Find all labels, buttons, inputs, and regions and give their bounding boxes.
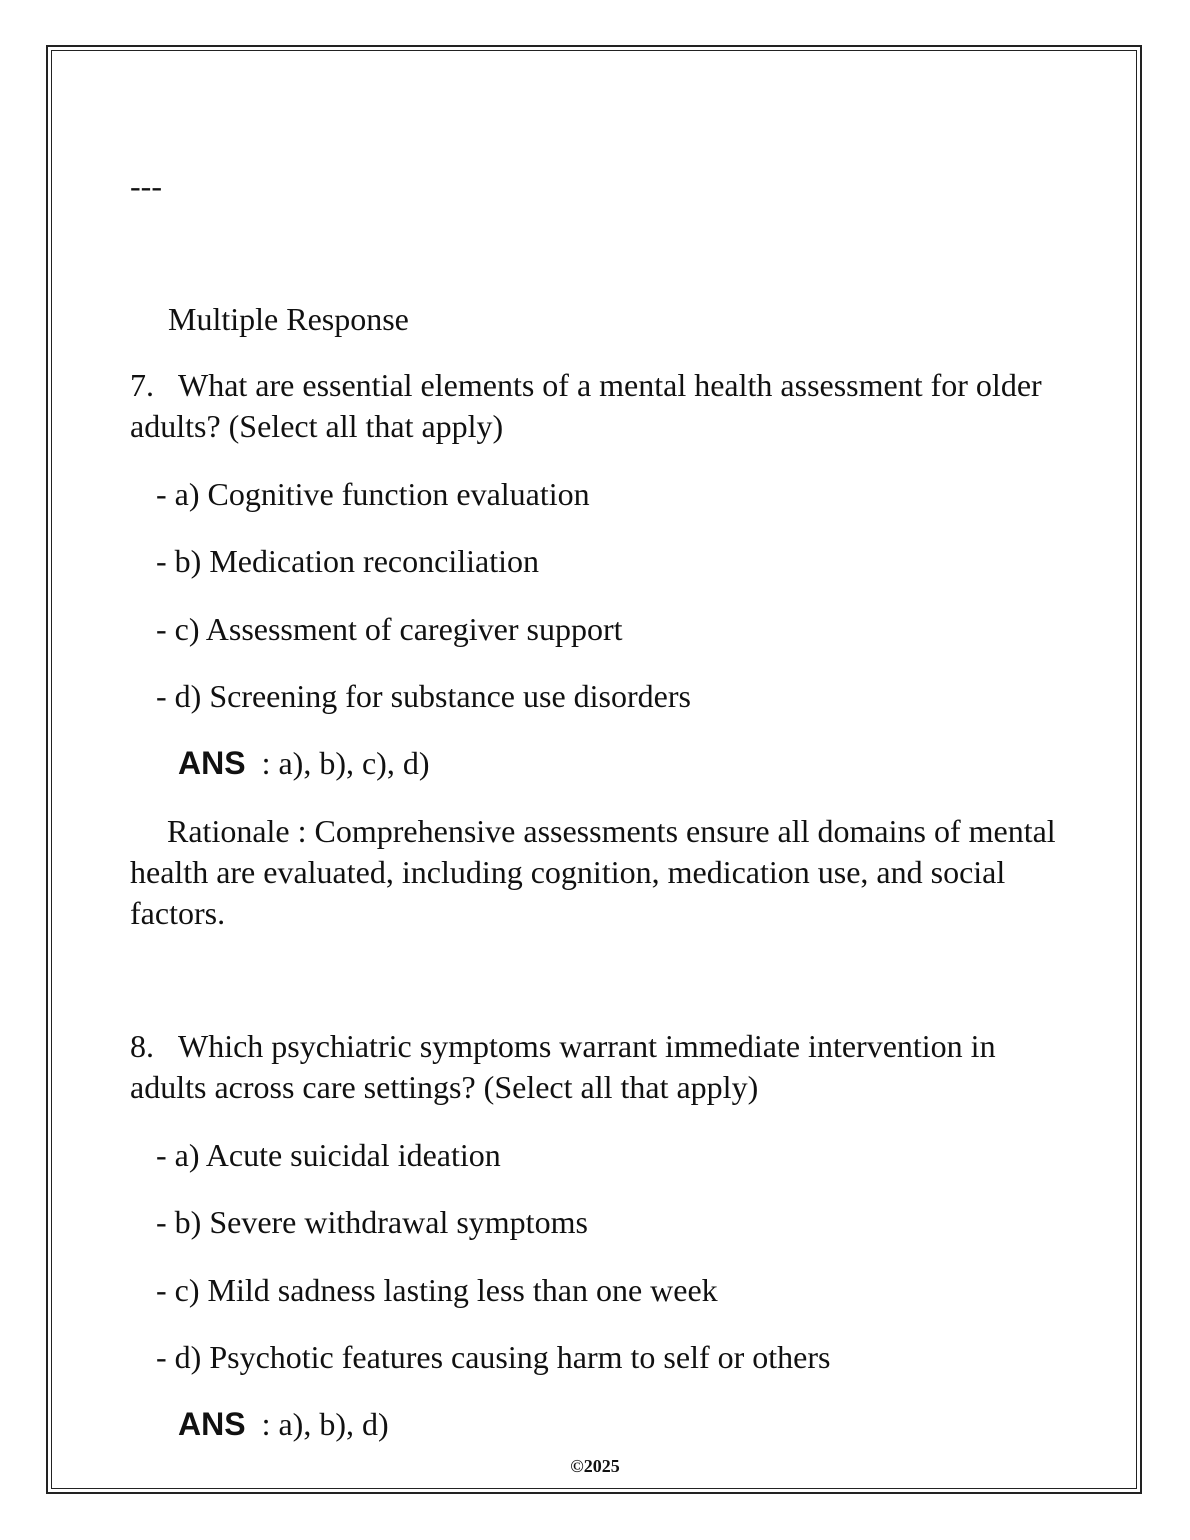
option-d: - d) Psychotic features causing harm to self or others bbox=[156, 1339, 831, 1375]
option-d: - d) Screening for substance use disorders bbox=[156, 678, 691, 714]
answer bbox=[178, 1404, 389, 1445]
answer-value: : a), b), d) bbox=[261, 1406, 389, 1442]
question-7 bbox=[130, 365, 1070, 447]
option-a: - a) Cognitive function evaluation bbox=[156, 476, 590, 512]
option-c: - c) Mild sadness lasting less than one week bbox=[156, 1272, 718, 1308]
question-text: What are essential elements of a mental health assessment for older adults? (Select all that apply) bbox=[130, 367, 1042, 444]
separator: --- bbox=[130, 168, 162, 204]
answer-value: : a), b), c), d) bbox=[261, 745, 430, 781]
question-number: 7. bbox=[130, 367, 154, 403]
question-text: Which psychiatric symptoms warrant immediate intervention in adults across care settings? (Select all that apply) bbox=[130, 1028, 996, 1105]
option-b: - b) Medication reconciliation bbox=[156, 543, 539, 579]
answer-label: ANS bbox=[178, 745, 246, 781]
question-8 bbox=[130, 1026, 1070, 1108]
question-number: 8. bbox=[130, 1028, 154, 1064]
copyright-footer: ©2025 bbox=[570, 1456, 620, 1476]
answer-label: ANS bbox=[178, 1406, 246, 1442]
section-title: Multiple Response bbox=[168, 301, 409, 337]
option-b: - b) Severe withdrawal symptoms bbox=[156, 1204, 588, 1240]
option-c: - c) Assessment of caregiver support bbox=[156, 611, 623, 647]
answer bbox=[178, 743, 429, 784]
option-a: - a) Acute suicidal ideation bbox=[156, 1137, 501, 1173]
rationale: Rationale : Comprehensive assessments ensure all domains of mental health are evaluated, including cognition, medication use, and social factors. bbox=[130, 813, 1056, 931]
